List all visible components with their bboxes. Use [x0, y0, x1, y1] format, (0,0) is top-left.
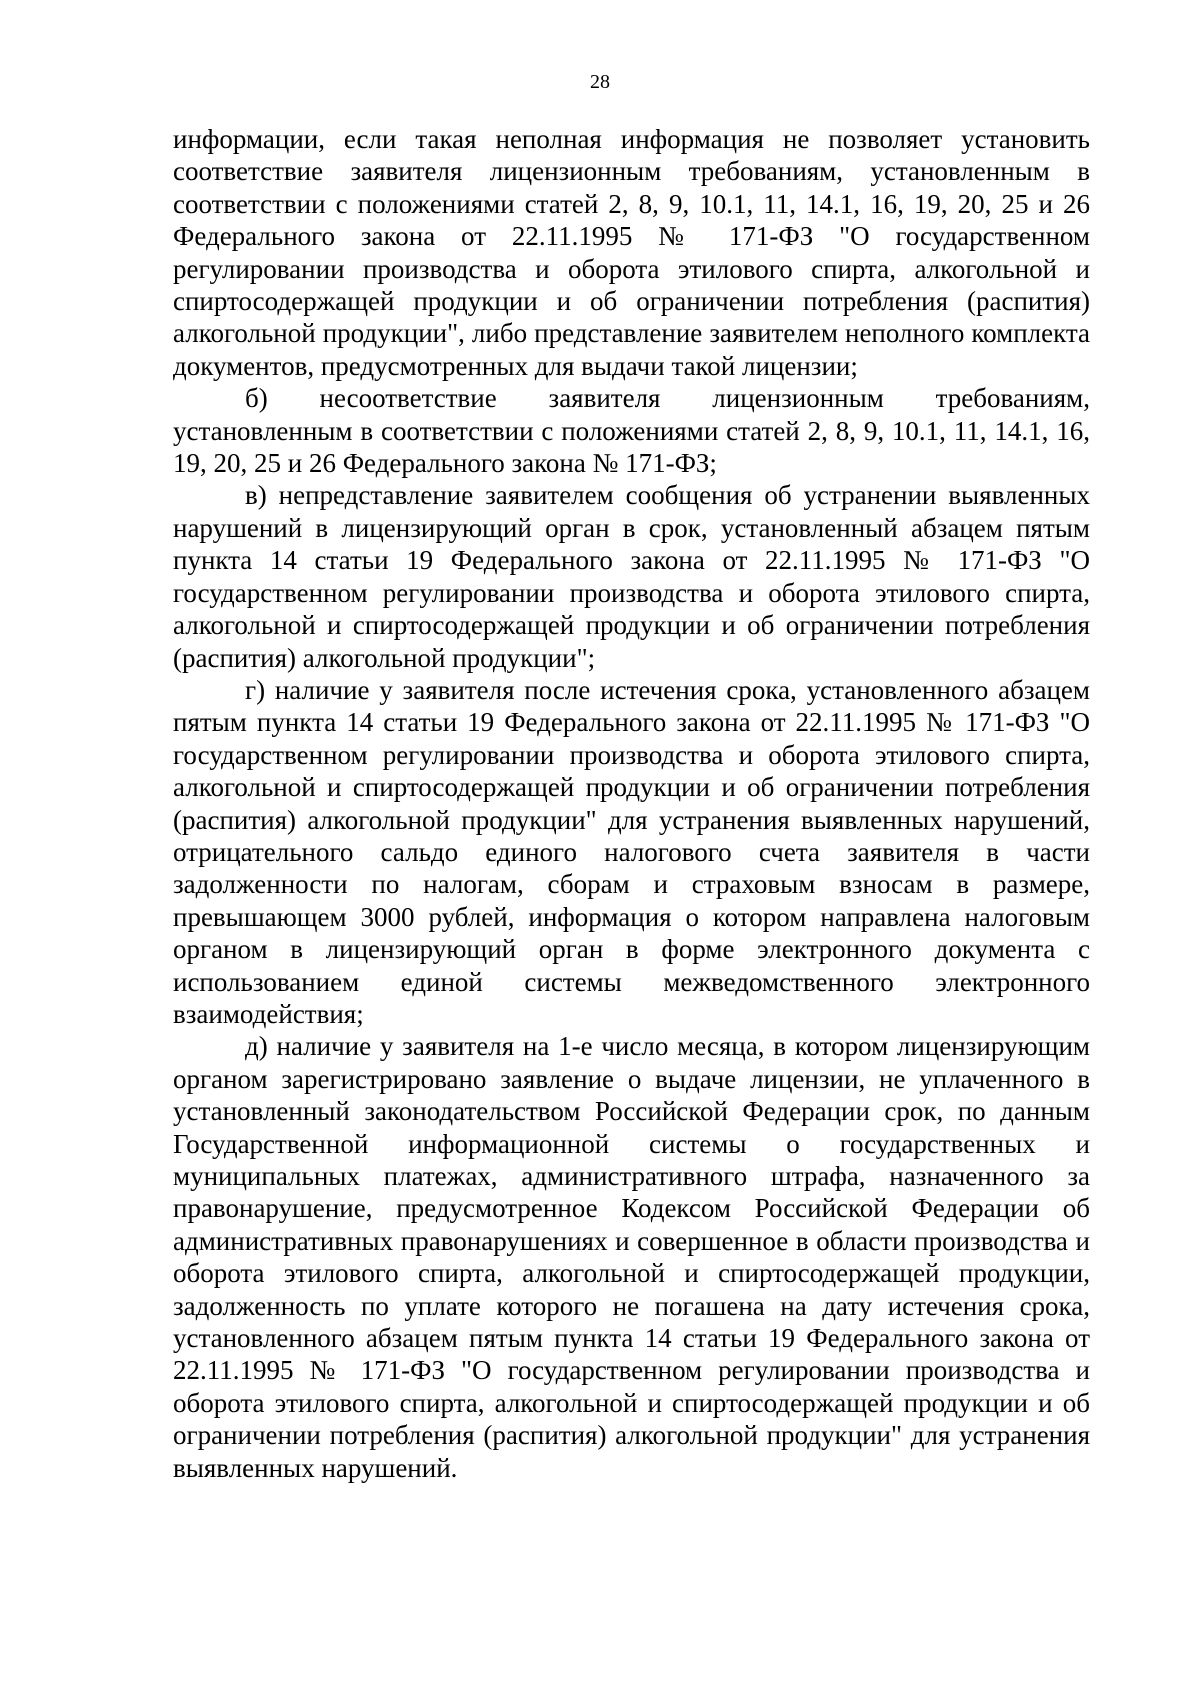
document-body [173, 123, 1090, 1484]
paragraph-continuation: информации, если такая неполная информация не позволяет установить соответствие заявителя лицензионным требованиям, установленным в соответствии с положениями статей 2, 8, 9, 10.1, 11, 14.1, 16, 19, 20, 25 и 26 Федерального закона от 22.11.1995 № 171-ФЗ "О государственном регулировании производства и оборота этилового спирта, алкогольной и спиртосодержащей продукции и об ограничении потребления (распития) алкогольной продукции", либо представление заявителем неполного комплекта документов, предусмотренных для выдачи такой лицензии; [173, 124, 1090, 381]
paragraph-item-v: в) непредставление заявителем сообщения об устранении выявленных нарушений в лицензирующий орган в срок, установленный абзацем пятым пункта 14 статьи 19 Федерального закона от 22.11.1995 № 171-ФЗ "О государственном регулировании производства и оборота этилового спирта, алкогольной и спиртосодержащей продукции и об ограничении потребления (распития) алкогольной продукции"; [173, 480, 1090, 673]
paragraph-item-g: г) наличие у заявителя после истечения срока, установленного абзацем пятым пункта 14 статьи 19 Федерального закона от 22.11.1995 № 171-ФЗ "О государственном регулировании производства и оборота этилового спирта, алкогольной и спиртосодержащей продукции и об ограничении потребления (распития) алкогольной продукции" для устранения выявленных нарушений, отрицательного сальдо единого налогового счета заявителя в части задолженности по налогам, сборам и страховым взносам в размере, превышающем 3000 рублей, информация о котором направлена налоговым органом в лицензирующий орган в форме электронного документа с использованием единой системы межведомственного электронного взаимодействия; [173, 674, 1090, 1029]
page-number: 28 [590, 71, 610, 93]
paragraph-item-d: д) наличие у заявителя на 1-е число месяца, в котором лицензирующим органом зарегистрировано заявление о выдаче лицензии, не уплаченного в установленный законодательством Российской Федерации срок, по данным Государственной информационной системы о государственных и муниципальных платежах, административного штрафа, назначенного за правонарушение, предусмотренное Кодексом Российской Федерации об административных правонарушениях и совершенное в области производства и оборота этилового спирта, алкогольной и спиртосодержащей продукции, задолженность по уплате которого не погашена на дату истечения срока, установленного абзацем пятым пункта 14 статьи 19 Федерального закона от 22.11.1995 № 171-ФЗ "О государственном регулировании производства и оборота этилового спирта, алкогольной и спиртосодержащей продукции и об ограничении потребления (распития) алкогольной продукции" для устранения выявленных нарушений. [173, 1031, 1090, 1483]
paragraph-item-b: б) несоответствие заявителя лицензионным требованиям, установленным в соответствии с положениями статей 2, 8, 9, 10.1, 11, 14.1, 16, 19, 20, 25 и 26 Федерального закона № 171-ФЗ; [173, 383, 1090, 479]
